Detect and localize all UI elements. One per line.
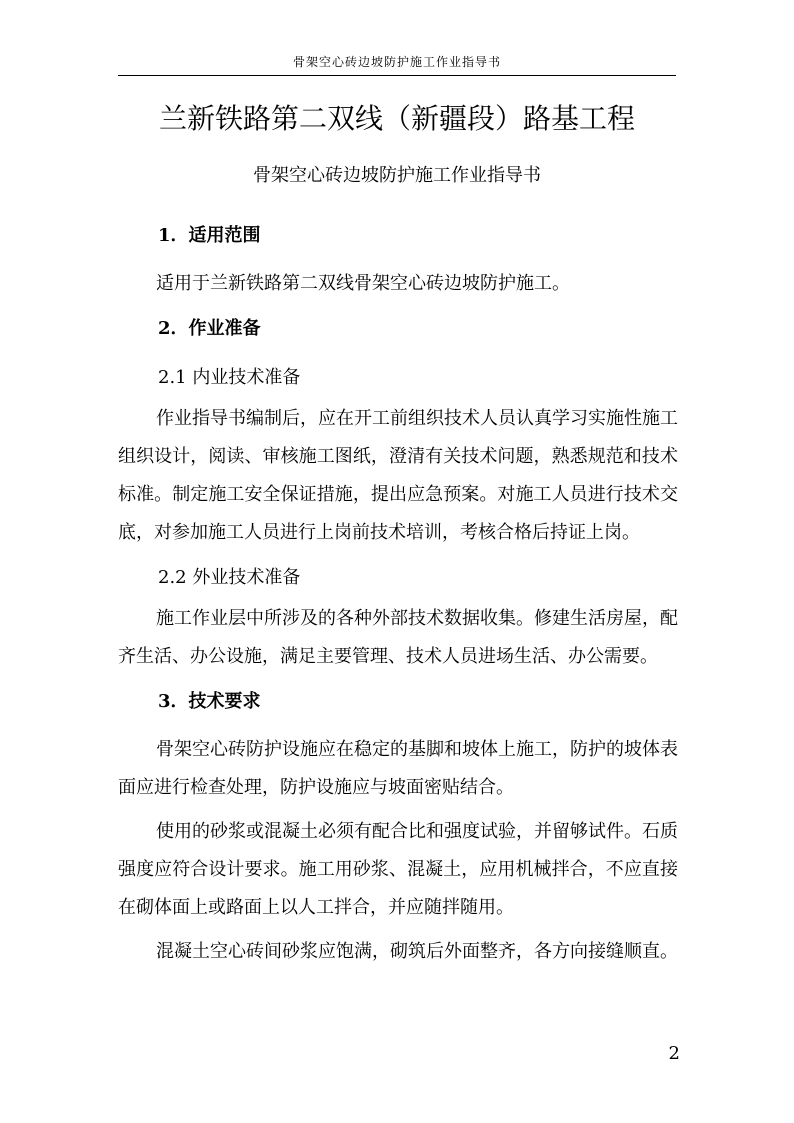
subsection-heading-external-prep: 2.2 外业技术准备 — [158, 567, 301, 588]
requirements-paragraph: 使用的砂浆或混凝土必须有配合比和强度试验，并留够试件。石质强度应符合设计要求。施工用砂浆、混凝土，应用机械拌合，不应直接在砌体面上或路面上以人工拌合，并应随拌随用。 — [118, 821, 678, 918]
running-header-title: 骨架空心砖边坡防护施工作业指导书 — [292, 55, 501, 69]
document-body — [118, 216, 678, 977]
page-number: 2 — [668, 1043, 680, 1064]
section-paragraph-scope: 适用于兰新铁路第二双线骨架空心砖边坡防护施工。 — [156, 273, 570, 294]
header-divider — [118, 75, 676, 76]
requirements-paragraph: 骨架空心砖防护设施应在稳定的基脚和坡体上施工，防护的坡体表面应进行检查处理，防护设施应与坡面密贴结合。 — [118, 739, 678, 798]
section-heading-scope: 1．适用范围 — [158, 225, 261, 246]
document-title: 兰新铁路第二双线（新疆段）路基工程 — [158, 102, 635, 135]
section-heading-preparation: 2．作业准备 — [158, 318, 261, 339]
subsection-paragraph-external-prep: 施工作业层中所涉及的各种外部技术数据收集。修建生活房屋，配齐生活、办公设施，满足主要管理、技术人员进场生活、办公需要。 — [118, 608, 678, 667]
requirements-paragraph: 混凝土空心砖间砂浆应饱满，砌筑后外面整齐，各方向接缝顺直。 — [156, 941, 678, 962]
section-heading-technical-requirements: 3．技术要求 — [158, 691, 261, 712]
subsection-paragraph-internal-prep: 作业指导书编制后，应在开工前组织技术人员认真学习实施性施工组织设计，阅读、审核施工图纸，澄清有关技术问题，熟悉规范和技术标准。制定施工安全保证措施，提出应急预案。对施工人员进行技术交底，对参加施工人员进行上岗前技术培训，考核合格后持证上岗。 — [118, 408, 678, 543]
document-subtitle: 骨架空心砖边坡防护施工作业指导书 — [253, 165, 541, 186]
subsection-heading-internal-prep: 2.1 内业技术准备 — [158, 367, 301, 388]
